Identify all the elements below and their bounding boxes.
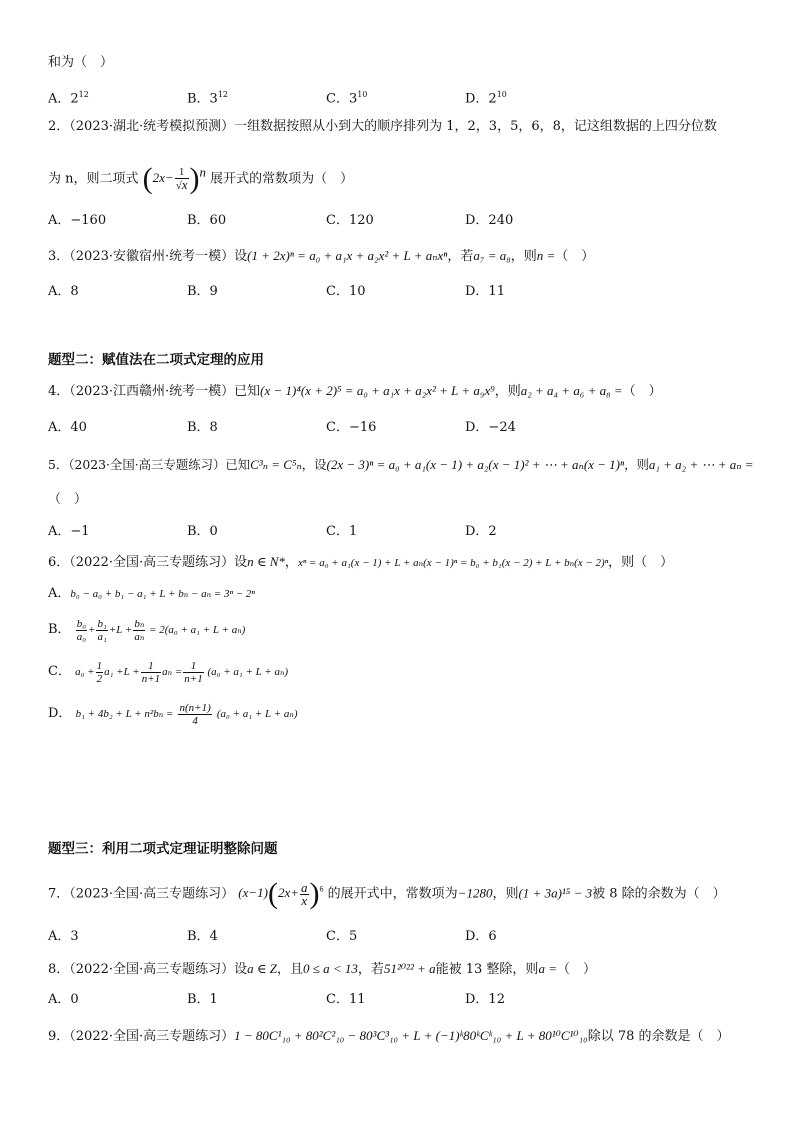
q7-option-b: B．4 — [187, 929, 218, 944]
q3-option-d: D．11 — [465, 284, 505, 299]
q6-condition: n ∈ N* — [247, 554, 285, 569]
q5-condition: C³ₙ = C⁵ₙ — [250, 457, 302, 472]
q3-formula: (1 + 2x)ⁿ = a₀ + a₁x + a₂x² + L + aₙxⁿ — [247, 248, 448, 263]
q2-binomial-formula: (2x− $\frac{1}{√x}$ )$^n$ — [142, 162, 207, 196]
q5-stem: 5．（2023·全国·高三专题练习）已知C³ₙ = C⁵ₙ，设(2x − 3)ⁿ = a₀ + a₁(x − 1) + a₂(x − 1)² + ⋯ + aₙ(x − 1)ⁿ，则a₁ + a₂ + ⋯ + aₙ = — [48, 457, 754, 472]
q7-formula: (x−1)(2x+ $\frac{a}{x}$ )$^6$ — [238, 877, 324, 911]
q7-stem: 7．（2023·全国·高三专题练习） (x−1)(2x+ $\frac{a}{x}$ )$^6$ 的展开式中，常数项为−1280，则(1 + 3a)¹⁵ − 3被 8 除的余数为（ ） — [48, 877, 726, 911]
q3-stem: 3．（2023·安徽宿州·统考一模）设(1 + 2x)ⁿ = a₀ + a₁x + a₂x² + L + aₙxⁿ，若a₇ = a₈，则n =（ ） — [48, 248, 595, 264]
q4-stem: 4．（2023·江西赣州·统考一模）已知(x − 1)⁴(x + 2)⁵ = a₀ + a₁x + a₂x² + L + a₉x⁹，则a₂ + a₄ + a₆ + a₈ =（ ） — [48, 383, 662, 399]
q1-stem-tail: 和为（ ） — [48, 55, 114, 70]
q5-stem-tail: （ ） — [48, 492, 88, 507]
q4-option-d: D．−24 — [465, 420, 516, 435]
q8-option-c: C．11 — [326, 992, 366, 1007]
q5-option-a: A．−1 — [48, 524, 90, 539]
q6-option-d: D． b₁ + 4b₂ + L + n²bₙ = $\frac{n(n+1)}{4}$ (a₀ + a₁ + L + aₙ) — [48, 701, 298, 727]
q3-option-a: A．8 — [48, 284, 79, 299]
q5-formula: (2x − 3)ⁿ = a₀ + a₁(x − 1) + a₂(x − 1)² + ⋯ + aₙ(x − 1)ⁿ — [326, 457, 625, 472]
q6-stem: 6．（2022·全国·高三专题练习）设n ∈ N*，xⁿ = a₀ + a₁(x − 1) + L + aₙ(x − 1)ⁿ = b₀ + b₁(x − 2) + L + bₙ(x − 2)ⁿ，则（ ） — [48, 554, 674, 570]
q5-option-c: C．1 — [326, 524, 358, 539]
q5-option-d: D．2 — [465, 524, 497, 539]
q6-option-a: A．b₀ − a₀ + b₁ − a₁ + L + bₙ − aₙ = 3ⁿ − 2ⁿ — [48, 586, 255, 601]
q2-option-c: C．120 — [326, 213, 374, 228]
q8-stem: 8．（2022·全国·高三专题练习）设a ∈ Z，且0 ≤ a < 13，若51²⁰²² + a能被 13 整除，则a =（ ） — [48, 961, 596, 977]
q7-option-a: A．3 — [48, 929, 79, 944]
q3-condition: a₇ = a₈ — [473, 248, 511, 263]
q1-option-a: A．$2^{12}$ — [48, 90, 89, 107]
q7-option-d: D．6 — [465, 929, 497, 944]
q9-expression: 1 − 80C¹₁₀ + 80²C²₁₀ − 80³C³₁₀ + L + (−1)ᵏ80ᵏCᵏ₁₀ + L + 80¹⁰C¹⁰₁₀ — [234, 1028, 588, 1043]
q2-option-b: B．60 — [187, 213, 227, 228]
q8-option-a: A．0 — [48, 992, 79, 1007]
q8-option-d: D．12 — [465, 992, 505, 1007]
q8-option-b: B．1 — [187, 992, 218, 1007]
q5-option-b: B．0 — [187, 524, 218, 539]
q3-option-b: B．9 — [187, 284, 218, 299]
q4-formula: (x − 1)⁴(x + 2)⁵ = a₀ + a₁x + a₂x² + L + a₉x⁹ — [260, 383, 495, 398]
q4-option-b: B．8 — [187, 420, 218, 435]
q4-option-a: A．40 — [48, 420, 87, 435]
q6-option-b: B． $\frac{\text{b₀}}{\text{a₀}}$ + $\frac{\text{b₁}}{\text{a₁}}$ +L + $\frac{\text{bₙ}}{\text{aₙ}}$ = 2(a₀ + a₁ + L + aₙ) — [48, 617, 246, 643]
q2-option-d: D．240 — [465, 213, 514, 228]
q3-option-c: C．10 — [326, 284, 366, 299]
q1-option-d: D．$2^{10}$ — [465, 90, 507, 107]
q2-stem-line1: 2．（2023·湖北·统考模拟预测）一组数据按照从小到大的顺序排列为 1，2，3，5，6，8，记这组数据的上四分位数 — [48, 119, 717, 134]
q2-stem-line2: 为 n，则二项式 (2x− $\frac{1}{√x}$ )$^n$ 展开式的常数项为（ ） — [48, 162, 354, 196]
q6-formula: xⁿ = a₀ + a₁(x − 1) + L + aₙ(x − 1)ⁿ = b₀ + b₁(x − 2) + L + bₙ(x − 2)ⁿ — [297, 557, 609, 569]
q6-option-c: C． a₀ + $\frac{1}{2}$ a₁ +L + $\frac{1}{n+1}$ aₙ = $\frac{1}{n+1}$ (a₀ + a₁ + L + aₙ) — [48, 659, 289, 685]
q7-option-c: C．5 — [326, 929, 358, 944]
q4-option-c: C．−16 — [326, 420, 377, 435]
q1-option-b: B．$3^{12}$ — [187, 90, 229, 107]
q9-stem: 9．（2022·全国·高三专题练习）1 − 80C¹₁₀ + 80²C²₁₀ − 80³C³₁₀ + L + (−1)ᵏ80ᵏCᵏ₁₀ + L + 80¹⁰C¹⁰₁₀除以 78 的余数是（ ） — [48, 1028, 730, 1044]
section-heading-2: 题型二：赋值法在二项式定理的应用 — [48, 352, 264, 368]
q2-option-a: A．−160 — [48, 213, 107, 228]
q1-option-c: C．$3^{10}$ — [326, 90, 368, 107]
section-heading-3: 题型三：利用二项式定理证明整除问题 — [48, 841, 278, 857]
